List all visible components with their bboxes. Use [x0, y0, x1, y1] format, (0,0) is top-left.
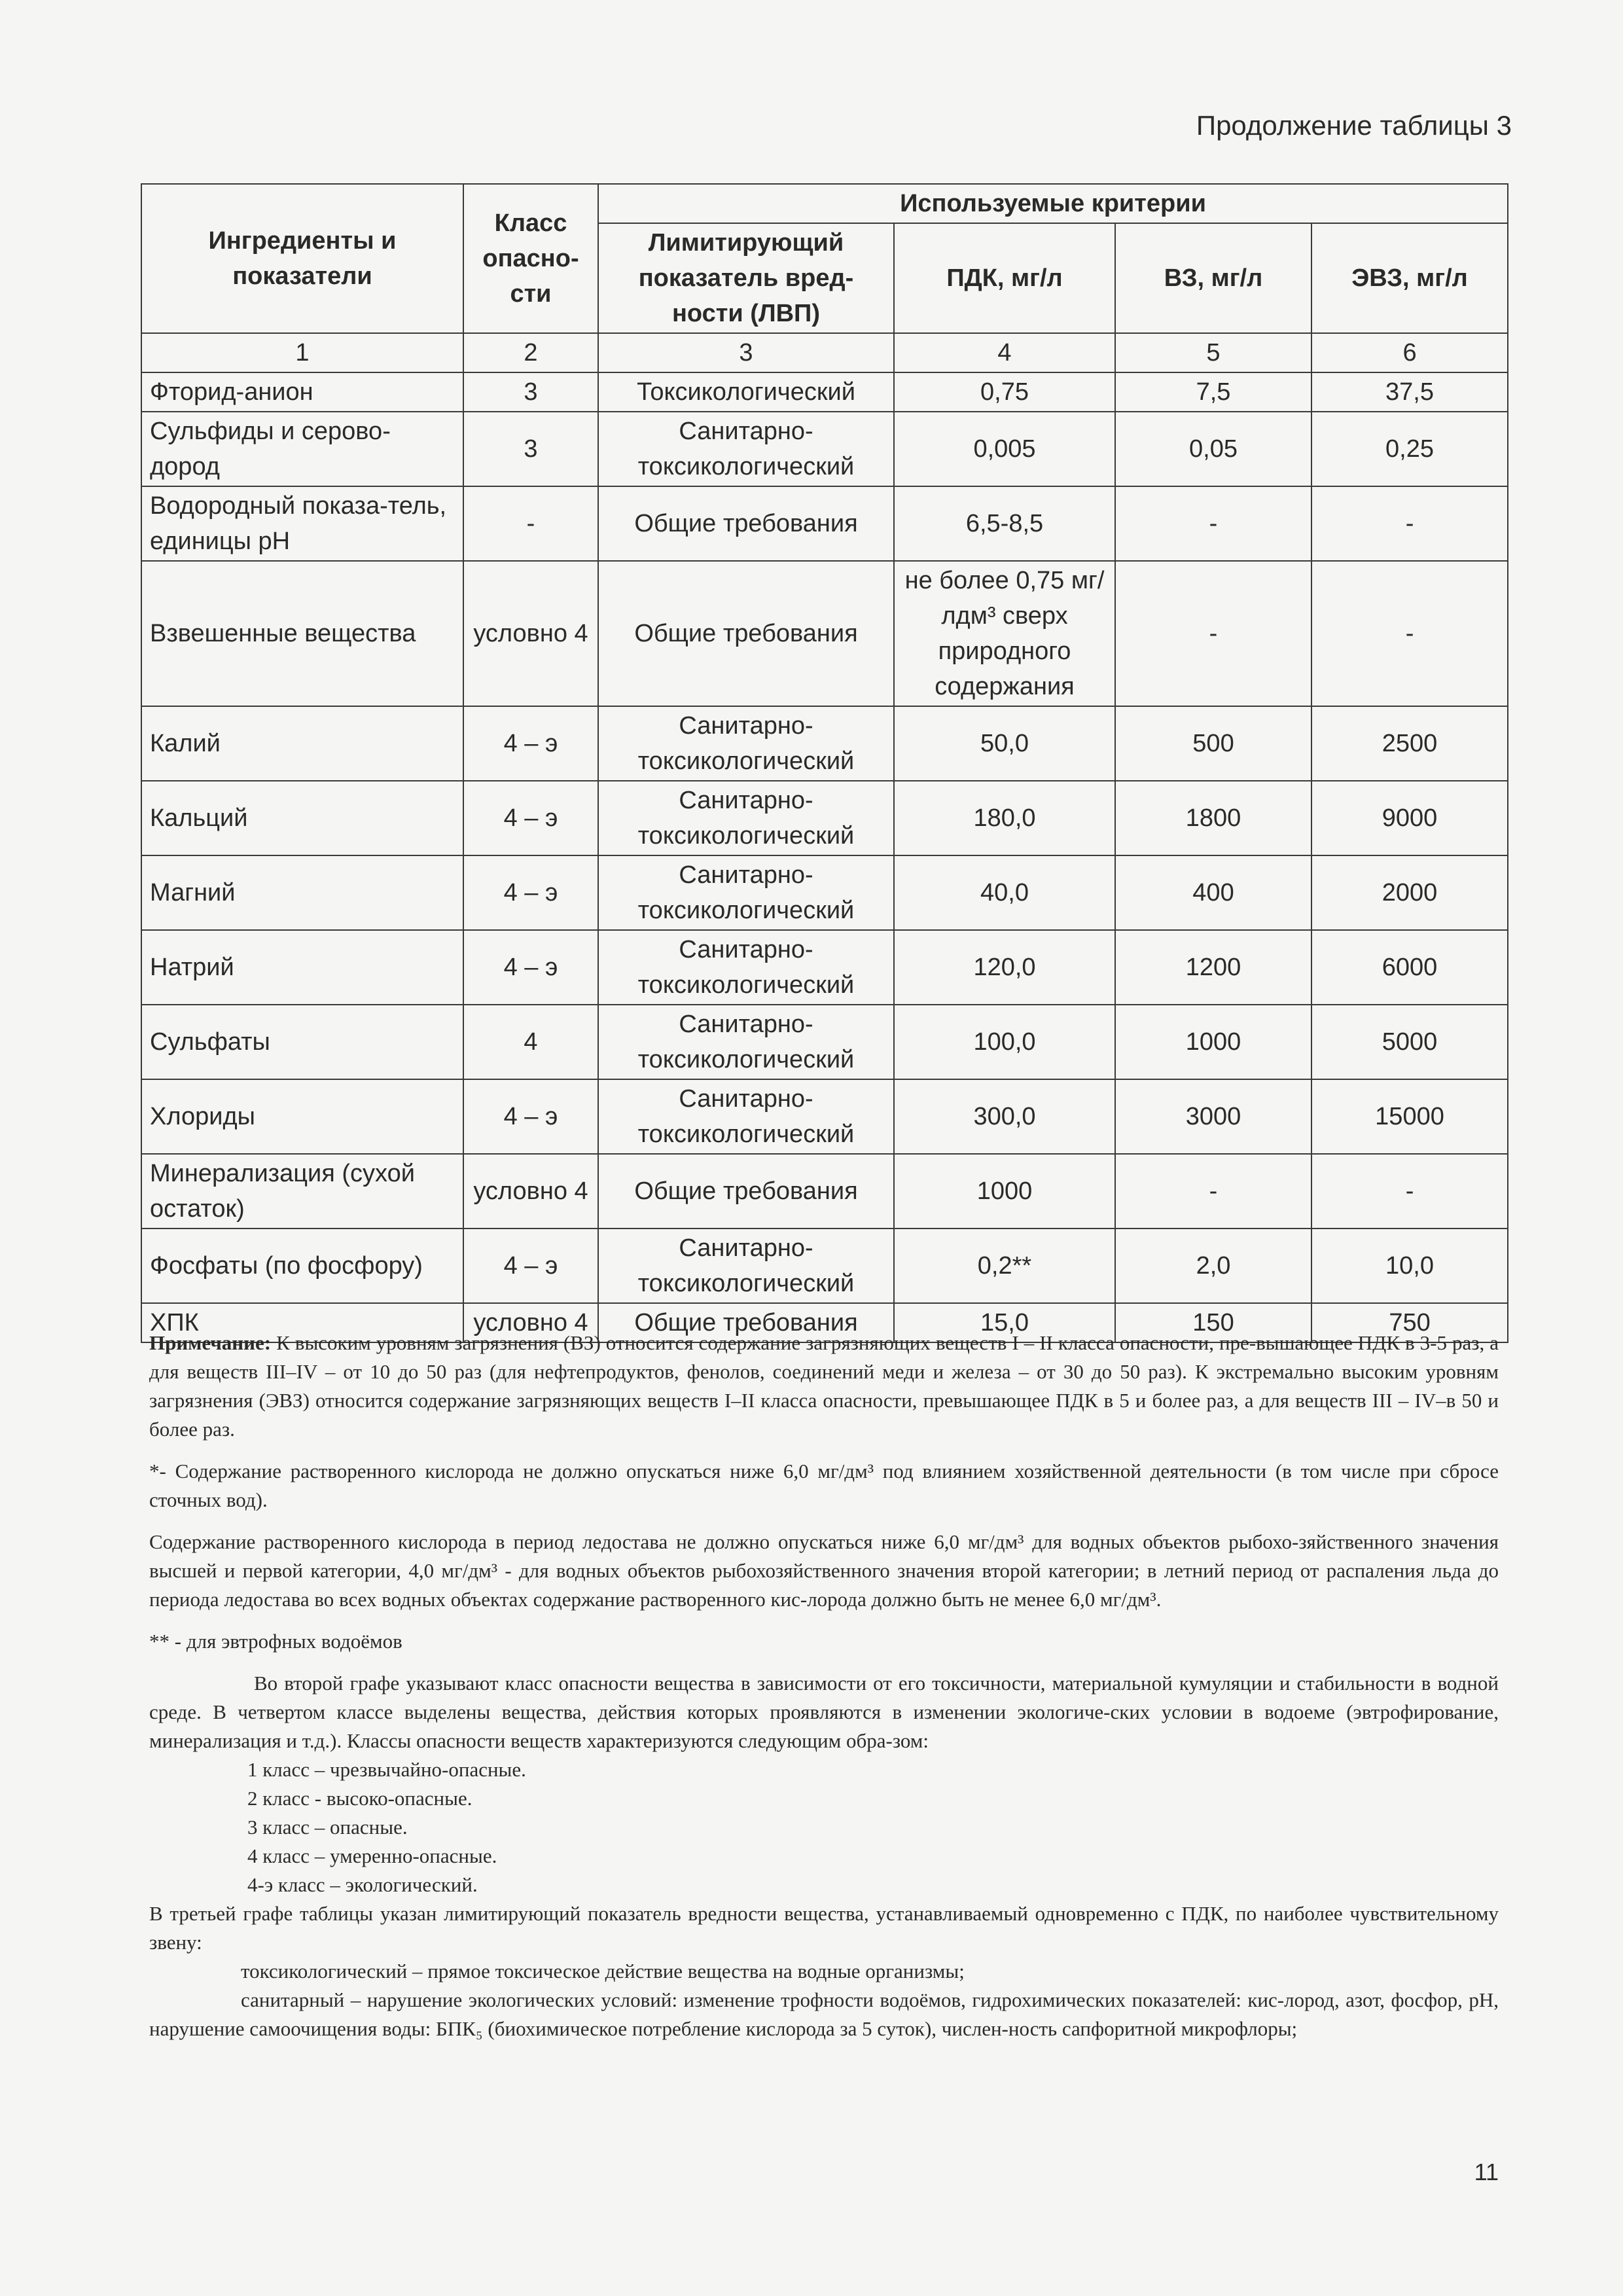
table-row	[141, 372, 1508, 412]
header-criteria: Используемые критерии	[598, 184, 1508, 223]
ingredient-cell: Фосфаты (по фосфору)	[141, 1229, 463, 1303]
hazard-class-cell: 4 – э	[463, 1079, 598, 1154]
vz-cell: -	[1115, 1154, 1311, 1229]
eutrophic-note: ** - для эвтрофных водоёмов	[149, 1630, 402, 1653]
pdk-cell: 180,0	[894, 781, 1115, 855]
table-row	[141, 706, 1508, 781]
lvp-cell: Санитарно-токсикологический	[598, 1005, 894, 1079]
lvp-cell: Санитарно-токсикологический	[598, 1079, 894, 1154]
pdk-cell: 120,0	[894, 930, 1115, 1005]
vz-cell: 3000	[1115, 1079, 1311, 1154]
col-number: 2	[463, 333, 598, 372]
lvp-cell: Санитарно-токсикологический	[598, 706, 894, 781]
evz-cell: 0,25	[1311, 412, 1508, 486]
evz-cell: -	[1311, 486, 1508, 561]
oxygen-ice-note: Содержание растворенного кислорода в период ледостава не должно опускаться ниже 6,0 мг/дм³ для водных объектов рыбохо-зяйственного значения высшей и первой категории, 4,0 мг/дм³ - для водных объектов рыбохозяйственного значения второй категории; в летний период от распаления льда до периода ледостава во всех водных объектах содержание растворенного кис-лорода должно быть не менее 6,0 мг/дм³.	[149, 1530, 1499, 1611]
column-number-row	[141, 333, 1508, 372]
vz-cell: -	[1115, 486, 1311, 561]
lvp-cell: Токсикологический	[598, 372, 894, 412]
hazard-class-cell: 4 – э	[463, 930, 598, 1005]
evz-cell: 2000	[1311, 855, 1508, 930]
table-row	[141, 1079, 1508, 1154]
table-body	[141, 372, 1508, 1342]
ingredient-cell: Хлориды	[141, 1079, 463, 1154]
evz-cell: 5000	[1311, 1005, 1508, 1079]
continuation-title: Продолжение таблицы 3	[1196, 110, 1512, 141]
pdk-cell: не более 0,75 мг/лдм³ сверх природного содержания	[894, 561, 1115, 706]
evz-cell: 2500	[1311, 706, 1508, 781]
notes-section	[149, 1329, 1499, 2043]
ingredient-cell: Калий	[141, 706, 463, 781]
lvp-cell: Санитарно-токсикологический	[598, 1229, 894, 1303]
pdk-cell: 100,0	[894, 1005, 1115, 1079]
header-lvp: Лимитирующий показатель вред-ности (ЛВП)	[598, 223, 894, 333]
hazard-class-cell: 4 – э	[463, 706, 598, 781]
vz-cell: 400	[1115, 855, 1311, 930]
table-row	[141, 1154, 1508, 1229]
sanitary-definition: санитарный – нарушение экологических условий: изменение трофности водоёмов, гидрохимических показателей: кис-лород, азот, фосфор, pH, нарушение самоочищения воды: БПК₅ (биохимическое потребление кислорода за 5 суток), числен-ность сапфоритной микрофлоры;	[149, 1988, 1499, 2040]
hazard-class-cell: 4 – э	[463, 855, 598, 930]
list-item: 4 класс – умеренно-опасные.	[247, 1844, 497, 1867]
list-item: 2 класс - высоко-опасные.	[247, 1787, 473, 1810]
ingredient-cell: Сульфиды и серово-дород	[141, 412, 463, 486]
vz-cell: 2,0	[1115, 1229, 1311, 1303]
lvp-cell: Санитарно-токсикологический	[598, 855, 894, 930]
pdk-cell: 0,2**	[894, 1229, 1115, 1303]
header-ingredients: Ингредиенты и показатели	[141, 184, 463, 333]
evz-cell: 15000	[1311, 1079, 1508, 1154]
hazard-class-cell: 3	[463, 372, 598, 412]
table-row	[141, 781, 1508, 855]
ingredient-cell: Натрий	[141, 930, 463, 1005]
table-row	[141, 855, 1508, 930]
vz-cell: 7,5	[1115, 372, 1311, 412]
col-number: 3	[598, 333, 894, 372]
lvp-cell: Санитарно-токсикологический	[598, 781, 894, 855]
col-number: 5	[1115, 333, 1311, 372]
page-number: 11	[1474, 2159, 1499, 2185]
vz-cell: 1000	[1115, 1005, 1311, 1079]
ingredient-cell: Магний	[141, 855, 463, 930]
table-row	[141, 930, 1508, 1005]
lvp-cell: Санитарно-токсикологический	[598, 412, 894, 486]
evz-cell: 6000	[1311, 930, 1508, 1005]
table-row	[141, 486, 1508, 561]
header-evz: ЭВЗ, мг/л	[1311, 223, 1508, 333]
table-row	[141, 1229, 1508, 1303]
vz-cell: 500	[1115, 706, 1311, 781]
lvp-cell: Санитарно-токсикологический	[598, 930, 894, 1005]
ingredient-cell: ХПК	[141, 1303, 463, 1342]
evz-cell: 750	[1311, 1303, 1508, 1342]
list-item: 1 класс – чрезвычайно-опасные.	[247, 1758, 526, 1781]
pdk-cell: 6,5-8,5	[894, 486, 1115, 561]
hazard-class-cell: условно 4	[463, 561, 598, 706]
pdk-cell: 1000	[894, 1154, 1115, 1229]
hazard-class-list	[149, 1755, 1499, 1899]
lvp-cell: Общие требования	[598, 1154, 894, 1229]
evz-cell: -	[1311, 1154, 1508, 1229]
evz-cell: 37,5	[1311, 372, 1508, 412]
note-paragraph	[149, 1329, 1499, 1444]
header-pdk: ПДК, мг/л	[894, 223, 1115, 333]
col-number: 1	[141, 333, 463, 372]
header-vz: ВЗ, мг/л	[1115, 223, 1311, 333]
pdk-cell: 300,0	[894, 1079, 1115, 1154]
hazard-class-cell: 4 – э	[463, 1229, 598, 1303]
hazard-class-cell: условно 4	[463, 1154, 598, 1229]
header-row-1	[141, 184, 1508, 223]
ingredient-cell: Кальций	[141, 781, 463, 855]
table-row	[141, 1005, 1508, 1079]
pdk-cell: 50,0	[894, 706, 1115, 781]
col-number: 6	[1311, 333, 1508, 372]
note-text: К высоким уровням загрязнения (ВЗ) относится содержание загрязняющих веществ I – II класса опасности, пре-вышающее ПДК в 3-5 раз, а для веществ III–IV – от 10 до 50 раз (для нефтепродуктов, фенолов, соединений меди и железа – от 30 до 50 раз). К экстремально высоким уровням загрязнения (ЭВЗ) относится содержание загрязняющих веществ I–II класса опасности, превышающее ПДК в 5 и более раз, а для веществ III – IV–в 50 и более раз.	[149, 1331, 1499, 1441]
pdk-cell: 0,005	[894, 412, 1115, 486]
ingredient-cell: Минерализация (сухой остаток)	[141, 1154, 463, 1229]
col-number: 4	[894, 333, 1115, 372]
header-hazard-class: Класс опасно-сти	[463, 184, 598, 333]
hazard-class-cell: 4	[463, 1005, 598, 1079]
lvp-paragraph: В третьей графе таблицы указан лимитирующий показатель вредности вещества, устанавливаемый одновременно с ПДК, по наиболее чувствительному звену:	[149, 1902, 1499, 1954]
hazard-class-paragraph: Во второй графе указывают класс опасности вещества в зависимости от его токсичности, материальной кумуляции и стабильности в водной среде. В четвертом классе выделены вещества, действия которых проявляются в изменении экологиче-ских условии в водоеме (эвтрофирование, минерализация и т.д.). Классы опасности веществ характеризуются следующим обра-зом:	[149, 1672, 1499, 1752]
note-label: Примечание:	[149, 1331, 272, 1354]
pdk-cell: 40,0	[894, 855, 1115, 930]
lvp-cell: Общие требования	[598, 1303, 894, 1342]
ingredient-cell: Сульфаты	[141, 1005, 463, 1079]
lvp-cell: Общие требования	[598, 561, 894, 706]
evz-cell: -	[1311, 561, 1508, 706]
hazard-class-cell: 3	[463, 412, 598, 486]
table-row	[141, 412, 1508, 486]
ingredient-cell: Водородный показа-тель, единицы pH	[141, 486, 463, 561]
table-row	[141, 561, 1508, 706]
evz-cell: 10,0	[1311, 1229, 1508, 1303]
hazard-class-cell: -	[463, 486, 598, 561]
vz-cell: 1800	[1115, 781, 1311, 855]
water-quality-table	[141, 183, 1508, 1343]
pdk-cell: 15,0	[894, 1303, 1115, 1342]
hazard-class-cell: условно 4	[463, 1303, 598, 1342]
list-item: 3 класс – опасные.	[247, 1816, 408, 1839]
toxicological-definition: токсикологический – прямое токсическое действие вещества на водные организмы;	[241, 1960, 965, 1982]
ingredient-cell: Фторид-анион	[141, 372, 463, 412]
evz-cell: 9000	[1311, 781, 1508, 855]
vz-cell: 150	[1115, 1303, 1311, 1342]
ingredient-cell: Взвешенные вещества	[141, 561, 463, 706]
vz-cell: -	[1115, 561, 1311, 706]
hazard-class-cell: 4 – э	[463, 781, 598, 855]
pdk-cell: 0,75	[894, 372, 1115, 412]
lvp-cell: Общие требования	[598, 486, 894, 561]
oxygen-note-star: *- Содержание растворенного кислорода не должно опускаться ниже 6,0 мг/дм³ под влиянием хозяйственной деятельности (в том числе при сбросе сточных вод).	[149, 1460, 1499, 1511]
vz-cell: 1200	[1115, 930, 1311, 1005]
vz-cell: 0,05	[1115, 412, 1311, 486]
list-item: 4-э класс – экологический.	[247, 1873, 478, 1896]
